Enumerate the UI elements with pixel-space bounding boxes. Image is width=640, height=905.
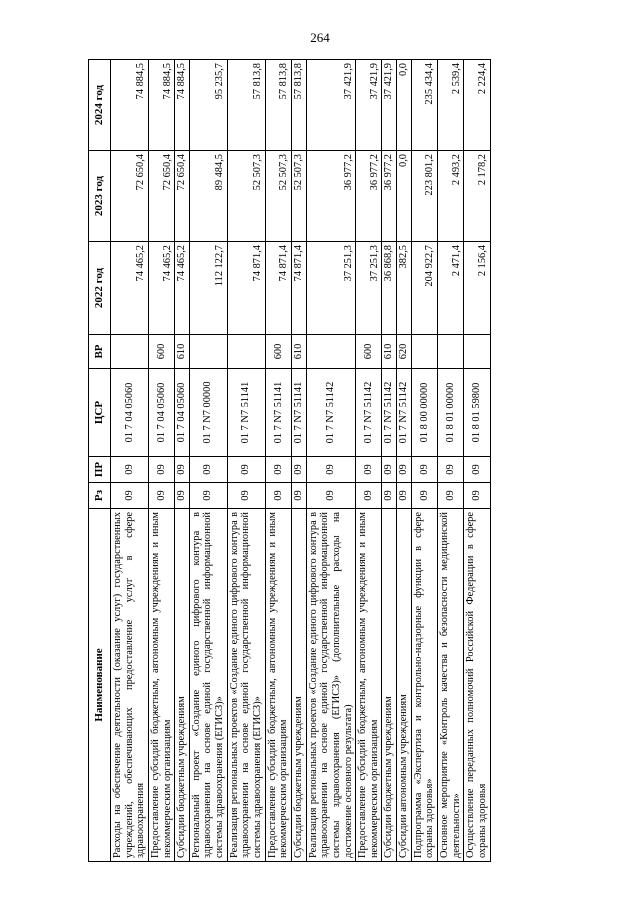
cell-rz: 09 [397, 483, 412, 509]
cell-name: Основное мероприятие «Контроль качества и безопасности медицинской деятельности» [438, 509, 464, 862]
table-row [382, 60, 397, 862]
cell-rz: 09 [438, 483, 464, 509]
cell-2023: 52 507,3 [265, 151, 291, 242]
table-row [411, 60, 437, 862]
cell-2022: 37 251,3 [306, 242, 356, 335]
header-vr: ВР [89, 335, 111, 369]
cell-rz: 09 [382, 483, 397, 509]
cell-2022: 2 471,4 [438, 242, 464, 335]
cell-pr: 09 [411, 457, 437, 483]
cell-csr: 01 7 04 05060 [175, 369, 190, 457]
cell-vr: 610 [382, 335, 397, 369]
cell-2023: 223 801,2 [411, 151, 437, 242]
cell-pr: 09 [175, 457, 190, 483]
cell-2023: 72 650,4 [111, 151, 149, 242]
cell-vr: 600 [265, 335, 291, 369]
cell-2024: 57 813,8 [227, 60, 265, 151]
page-number: 264 [310, 30, 330, 45]
cell-2023: 52 507,3 [291, 151, 306, 242]
cell-2022: 2 156,4 [464, 242, 490, 335]
cell-rz: 09 [411, 483, 437, 509]
cell-csr: 01 8 01 00000 [438, 369, 464, 457]
cell-rz: 09 [148, 483, 174, 509]
cell-pr: 09 [306, 457, 356, 483]
cell-2024: 74 884,5 [111, 60, 149, 151]
cell-name: Субсидии бюджетным учреждениям [175, 509, 190, 862]
cell-2024: 2 224,4 [464, 60, 490, 151]
cell-2022: 112 122,7 [189, 242, 227, 335]
cell-2022: 204 922,7 [411, 242, 437, 335]
cell-2023: 36 977,2 [356, 151, 382, 242]
budget-table [88, 59, 491, 862]
table-row [111, 60, 149, 862]
cell-2024: 235 434,4 [411, 60, 437, 151]
table-row [265, 60, 291, 862]
cell-2023: 2 493,2 [438, 151, 464, 242]
table-row [175, 60, 190, 862]
cell-rz: 09 [189, 483, 227, 509]
cell-name: Реализация региональных проектов «Создание единого цифрового контура в здравоохранении на основе единой государственной информационной системы здравоохранения (ЕГИСЗ)» [227, 509, 265, 862]
cell-name: Субсидии автономным учреждениям [397, 509, 412, 862]
cell-2023: 72 650,4 [148, 151, 174, 242]
cell-rz: 09 [306, 483, 356, 509]
cell-name: Предоставление субсидий бюджетным, автономным учреждениям и иным некоммерческим организациям [265, 509, 291, 862]
cell-pr: 09 [291, 457, 306, 483]
cell-vr: 600 [148, 335, 174, 369]
cell-name: Региональный проект «Создание единого цифрового контура в здравоохранении на основе единой государственной информационной системы здравоохранения (ЕГИСЗ)» [189, 509, 227, 862]
cell-rz: 09 [227, 483, 265, 509]
header-rz: Рз [89, 483, 111, 509]
cell-2023: 72 650,4 [175, 151, 190, 242]
cell-2024: 57 813,8 [265, 60, 291, 151]
cell-csr: 01 7 04 05060 [148, 369, 174, 457]
cell-vr: 610 [291, 335, 306, 369]
cell-csr: 01 7 N7 51142 [397, 369, 412, 457]
cell-vr [464, 335, 490, 369]
cell-2024: 95 235,7 [189, 60, 227, 151]
cell-vr [189, 335, 227, 369]
cell-rz: 09 [291, 483, 306, 509]
cell-rz: 09 [111, 483, 149, 509]
cell-csr: 01 7 N7 51142 [306, 369, 356, 457]
cell-name: Подпрограмма «Экспертиза и контрольно-надзорные функции в сфере охраны здоровья» [411, 509, 437, 862]
cell-2024: 2 539,4 [438, 60, 464, 151]
cell-2023: 89 484,5 [189, 151, 227, 242]
rotated-table-frame [88, 60, 576, 862]
table-row [291, 60, 306, 862]
cell-csr: 01 7 N7 51141 [265, 369, 291, 457]
cell-csr: 01 7 N7 51141 [291, 369, 306, 457]
cell-2024: 37 421,9 [382, 60, 397, 151]
cell-vr [227, 335, 265, 369]
cell-vr [111, 335, 149, 369]
cell-2022: 382,5 [397, 242, 412, 335]
cell-csr: 01 7 04 05060 [111, 369, 149, 457]
cell-2024: 0,0 [397, 60, 412, 151]
cell-pr: 09 [111, 457, 149, 483]
cell-rz: 09 [464, 483, 490, 509]
cell-csr: 01 7 N7 51141 [227, 369, 265, 457]
cell-2023: 36 977,2 [382, 151, 397, 242]
cell-pr: 09 [397, 457, 412, 483]
cell-2024: 74 884,5 [175, 60, 190, 151]
cell-pr: 09 [265, 457, 291, 483]
cell-2022: 74 465,2 [175, 242, 190, 335]
cell-2024: 37 421,9 [356, 60, 382, 151]
cell-name: Расходы на обеспечение деятельности (оказание услуг) государственных учреждений, обеспечивающих предоставление услуг в сфере здравоохранения [111, 509, 149, 862]
cell-csr: 01 7 N7 00000 [189, 369, 227, 457]
cell-2023: 52 507,3 [227, 151, 265, 242]
table-row [306, 60, 356, 862]
cell-name: Осуществление переданных полномочий Российской Федерации в сфере охраны здоровья [464, 509, 490, 862]
cell-name: Субсидии бюджетным учреждениям [291, 509, 306, 862]
cell-rz: 09 [175, 483, 190, 509]
rotated-table-container [88, 60, 576, 862]
cell-name: Реализация региональных проектов «Создание единого цифрового контура в здравоохранении на основе единой государственной информационной системы здравоохранения (ЕГИСЗ)» (дополнительные расходы на достижение основного результата) [306, 509, 356, 862]
header-pr: ПР [89, 457, 111, 483]
cell-pr: 09 [189, 457, 227, 483]
cell-vr: 600 [356, 335, 382, 369]
cell-vr [438, 335, 464, 369]
cell-2023: 36 977,2 [306, 151, 356, 242]
cell-vr: 610 [175, 335, 190, 369]
cell-pr: 09 [438, 457, 464, 483]
header-row [89, 60, 111, 862]
cell-name: Предоставление субсидий бюджетным, автономным учреждениям и иным некоммерческим организациям [148, 509, 174, 862]
cell-rz: 09 [265, 483, 291, 509]
header-name: Наименование [89, 509, 111, 862]
cell-2024: 74 884,5 [148, 60, 174, 151]
cell-2022: 74 871,4 [291, 242, 306, 335]
table-row [189, 60, 227, 862]
cell-2022: 74 465,2 [148, 242, 174, 335]
header-csr: ЦСР [89, 369, 111, 457]
cell-csr: 01 7 N7 51142 [382, 369, 397, 457]
cell-2023: 0,0 [397, 151, 412, 242]
header-2022: 2022 год [89, 242, 111, 335]
cell-2022: 74 465,2 [111, 242, 149, 335]
cell-2024: 57 813,8 [291, 60, 306, 151]
cell-vr [306, 335, 356, 369]
table-row [356, 60, 382, 862]
cell-2024: 37 421,9 [306, 60, 356, 151]
cell-csr: 01 7 N7 51142 [356, 369, 382, 457]
cell-2022: 74 871,4 [265, 242, 291, 335]
cell-vr [411, 335, 437, 369]
table-row [148, 60, 174, 862]
cell-csr: 01 8 00 00000 [411, 369, 437, 457]
cell-pr: 09 [464, 457, 490, 483]
cell-rz: 09 [356, 483, 382, 509]
cell-csr: 01 8 01 59800 [464, 369, 490, 457]
cell-pr: 09 [382, 457, 397, 483]
header-2023: 2023 год [89, 151, 111, 242]
cell-vr: 620 [397, 335, 412, 369]
cell-name: Предоставление субсидий бюджетным, автономным учреждениям и иным некоммерческим организациям [356, 509, 382, 862]
cell-2022: 37 251,3 [356, 242, 382, 335]
cell-pr: 09 [227, 457, 265, 483]
cell-pr: 09 [148, 457, 174, 483]
table-row [227, 60, 265, 862]
table-row [438, 60, 464, 862]
cell-2023: 2 178,2 [464, 151, 490, 242]
table-row [397, 60, 412, 862]
cell-2022: 74 871,4 [227, 242, 265, 335]
header-2024: 2024 год [89, 60, 111, 151]
cell-name: Субсидии бюджетным учреждениям [382, 509, 397, 862]
cell-pr: 09 [356, 457, 382, 483]
cell-2022: 36 868,8 [382, 242, 397, 335]
table-row [464, 60, 490, 862]
